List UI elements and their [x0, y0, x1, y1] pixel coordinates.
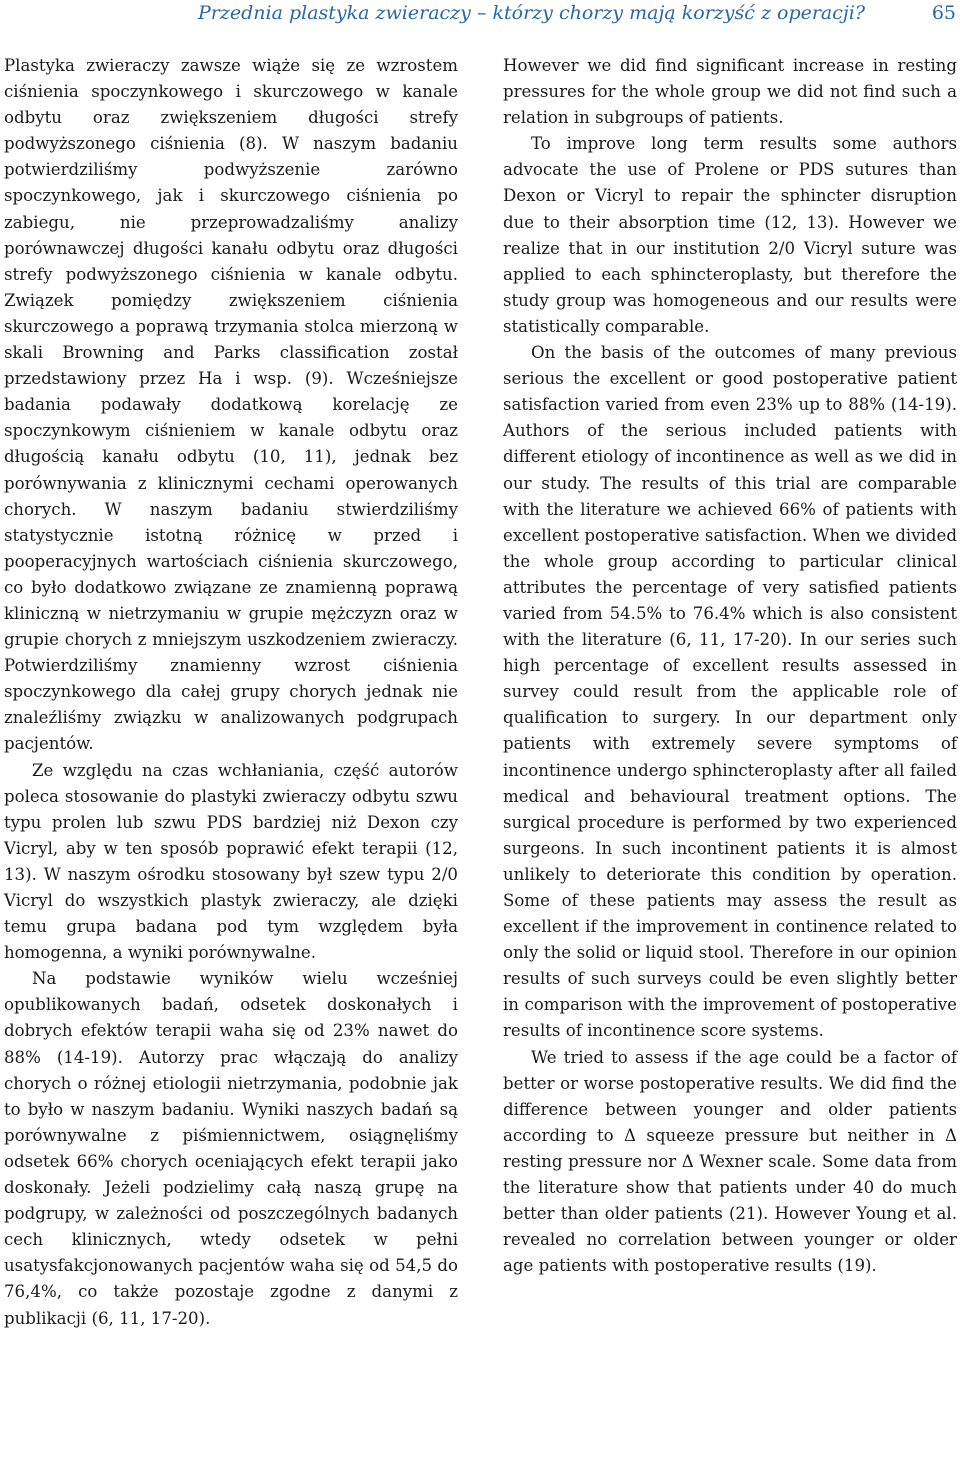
left-paragraph-1: Plastyka zwieraczy zawsze wiąże się ze wzrostem ciśnienia spoczynkowego i skurczowego w kanale odbytu oraz zwiększeniem długości strefy podwyższonego ciśnienia (8). W naszym badaniu potwierdziliśmy podwyższenie zarówno spoczynkowego, jak i skurczowego ciśnienia po zabiegu, nie przeprowadzaliśmy analizy porównawczej długości kanału odbytu oraz długości strefy podwyższonego ciśnienia w kanale odbytu. Związek pomiędzy zwiększeniem ciśnienia skurczowego a poprawą trzymania stolca mierzoną w skali Browning and Parks classification został przedstawiony przez Ha i wsp. (9). Wcześniejsze badania podawały dodatkową korelację ze spoczynkowym ciśnieniem w kanale odbytu oraz długością kanału odbytu (10, 11), jednak bez porównywania z klinicznymi cechami operowanych chorych. W naszym badaniu stwierdziliśmy statystycznie istotną różnicę w przed i pooperacyjnych wartościach ciśnienia skurczowego, co było dodatkowo związane ze znamienną poprawą kliniczną w nietrzymaniu w grupie mężczyzn oraz w grupie chorych z mniejszym uszkodzeniem zwieraczy. Potwierdziliśmy znamienny wzrost ciśnienia spoczynkowego dla całej grupy chorych jednak nie znaleźliśmy związku w analizowanych podgrupach pacjentów. [4, 56, 458, 754]
left-paragraph-2: Ze względu na czas wchłaniania, część autorów poleca stosowanie do plastyki zwieraczy odbytu szwu typu prolen lub szwu PDS bardziej niż Dexon czy Vicryl, aby w ten sposób poprawić efekt terapii (12, 13). W naszym ośrodku stosowany był szew typu 2/0 Vicryl do wszystkich plastyk zwieraczy, ale dzięki temu grupa badana pod tym względem była homogenna, a wyniki porównywalne. [4, 760, 458, 963]
right-column [503, 53, 957, 1279]
left-column [4, 53, 458, 1332]
right-paragraph-1: However we did find significant increase in resting pressures for the whole group we did not find such a relation in subgroups of patients. [503, 56, 957, 128]
right-paragraph-2: To improve long term results some authors advocate the use of Prolene or PDS sutures than Dexon or Vicryl to repair the sphincter disruption due to their absorption time (12, 13). However we realize that in our institution 2/0 Vicryl suture was applied to each sphincteroplasty, but therefore the study group was homogeneous and our results were statistically comparable. [503, 134, 957, 336]
left-paragraph-3: Na podstawie wyników wielu wcześniej opublikowanych badań, odsetek doskonałych i dobrych efektów terapii waha się od 23% nawet do 88% (14-19). Autorzy prac włączają do analizy chorych o różnej etiologii nietrzymania, podobnie jak to było w naszym badaniu. Wyniki naszych badań są porównywalne z piśmiennictwem, osiągnęliśmy odsetek 66% chorych oceniających efekt terapii jako doskonały. Jeżeli podzielimy całą naszą grupę na podgrupy, w zależności od poszczególnych badanych cech klinicznych, wtedy odsetek w pełni usatysfakcjonowanych pacjentów waha się od 54,5 do 76,4%, co także pozostaje zgodne z danymi z publikacji (6, 11, 17-20). [4, 969, 458, 1328]
page-number: 65 [931, 2, 956, 24]
right-paragraph-3: On the basis of the outcomes of many previous serious the excellent or good postoperative patient satisfaction varied from even 23% up to 88% (14-19). Authors of the serious included patients with different etiology of incontinence as well as we did in our study. The results of this trial are comparable with the literature we achieved 66% of patients with excellent postoperative satisfaction. When we divided the whole group according to particular clinical attributes the percentage of very satisfied patients varied from 54.5% to 76.4% which is also consistent with the literature (6, 11, 17-20). In our series such high percentage of excellent results assessed in survey could result from the applicable role of qualification to surgery. In our department only patients with extremely severe symptoms of incontinence undergo sphincteroplasty after all failed medical and behavioural treatment options. The surgical procedure is performed by two experienced surgeons. In such incontinent patients it is almost unlikely to deteriorate this condition by operation. Some of these patients may assess the result as excellent if the improvement in continence related to only the solid or liquid stool. Therefore in our opinion results of such surveys could be even slightly better in comparison with the improvement of postoperative results of incontinence score systems. [503, 343, 957, 1041]
right-paragraph-4: We tried to assess if the age could be a factor of better or worse postoperative results. We did find the difference between younger and older patients according to Δ squeeze pressure but neither in Δ resting pressure nor Δ Wexner scale. Some data from the literature show that patients under 40 do much better than older patients (21). However Young et al. revealed no correlation between younger or older age patients with postoperative results (19). [503, 1047, 957, 1276]
running-header [0, 0, 960, 28]
running-title: Przednia plastyka zwieraczy – którzy chorzy mają korzyść z operacji? [198, 2, 866, 24]
